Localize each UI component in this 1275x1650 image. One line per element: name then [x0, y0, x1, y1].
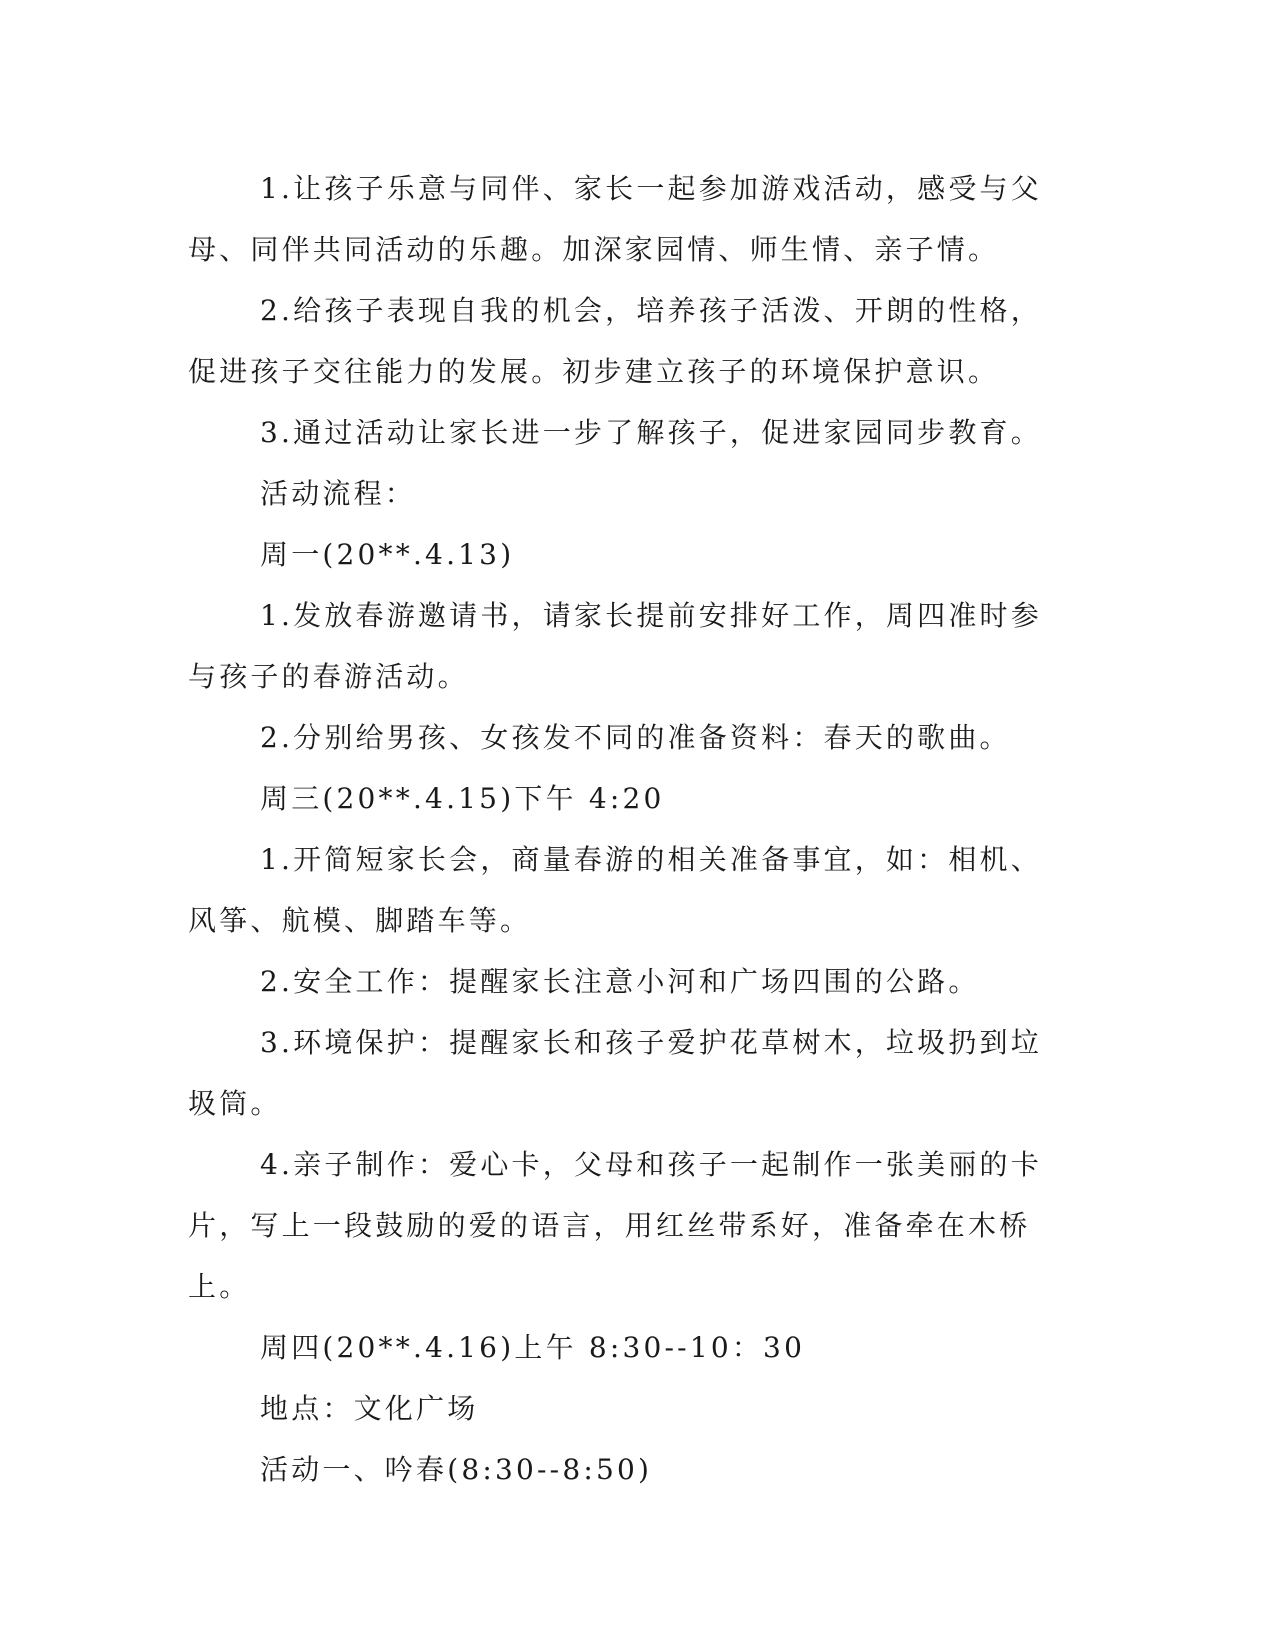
- paragraph-monday-1: 1.发放春游邀请书，请家长提前安排好工作，周四准时参与孩子的春游活动。: [188, 599, 1042, 693]
- paragraph-monday-2: 2.分别给男孩、女孩发不同的准备资料：春天的歌曲。: [260, 721, 1011, 754]
- paragraph-wednesday-2: 2.安全工作：提醒家长注意小河和广场四围的公路。: [260, 965, 980, 998]
- activity-one-heading: 活动一、吟春(8:30--8:50): [260, 1453, 653, 1486]
- location-line: 地点：文化广场: [260, 1392, 479, 1425]
- day-heading-monday: 周一(20**.4.13): [260, 538, 515, 571]
- paragraph-wednesday-3: 3.环境保护：提醒家长和孩子爱护花草树木，垃圾扔到垃圾筒。: [188, 1026, 1042, 1120]
- paragraph-goal-3: 3.通过活动让家长进一步了解孩子，促进家园同步教育。: [260, 416, 1042, 449]
- day-heading-thursday: 周四(20**.4.16)上午 8:30--10：30: [260, 1331, 806, 1364]
- document-body: [188, 158, 1068, 1500]
- paragraph-goal-1: 1.让孩子乐意与同伴、家长一起参加游戏活动，感受与父母、同伴共同活动的乐趣。加深家园情、师生情、亲子情。: [188, 172, 1042, 266]
- paragraph-goal-2: 2.给孩子表现自我的机会，培养孩子活泼、开朗的性格，促进孩子交往能力的发展。初步建立孩子的环境保护意识。: [188, 294, 1042, 388]
- paragraph-wednesday-1: 1.开简短家长会，商量春游的相关准备事宜，如：相机、风筝、航模、脚踏车等。: [188, 843, 1042, 937]
- day-heading-wednesday: 周三(20**.4.15)下午 4:20: [260, 782, 665, 815]
- paragraph-wednesday-4: 4.亲子制作：爱心卡，父母和孩子一起制作一张美丽的卡片，写上一段鼓励的爱的语言，用红丝带系好，准备牵在木桥上。: [188, 1148, 1042, 1303]
- section-heading-activity-flow: 活动流程：: [260, 477, 417, 510]
